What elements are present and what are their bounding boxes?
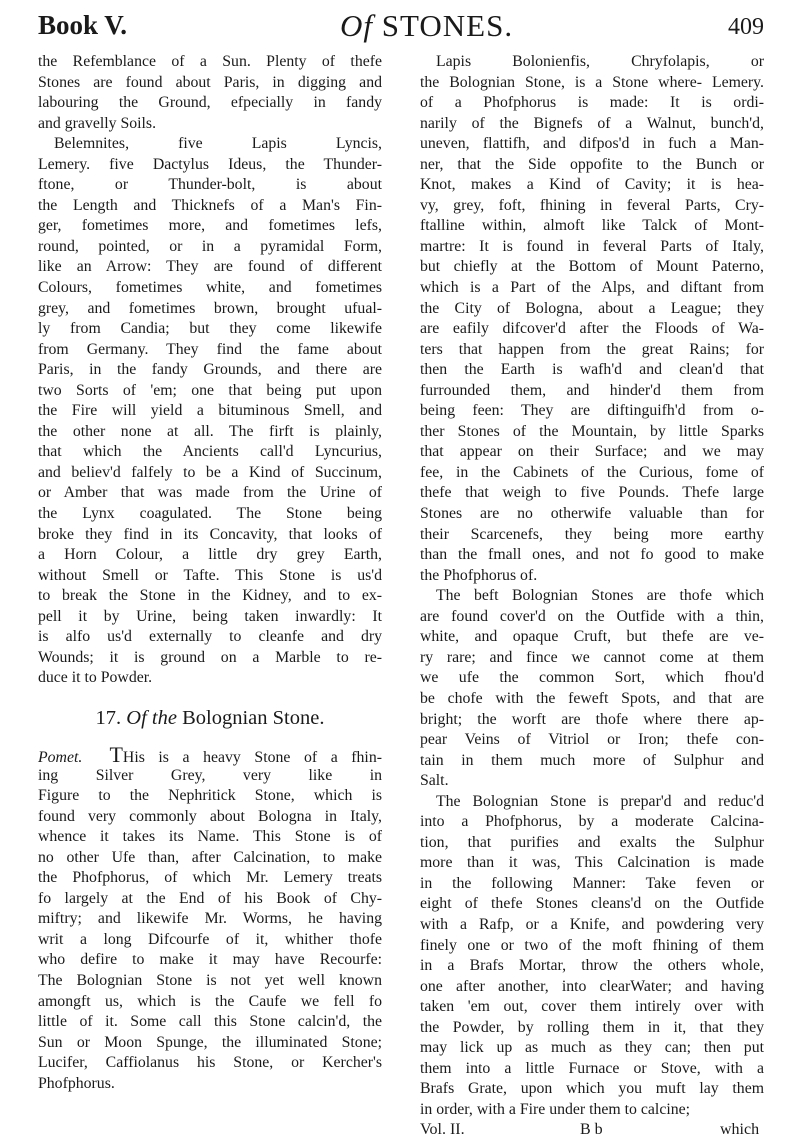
text-line-dropcap bbox=[38, 741, 382, 767]
text-line: into a Phofphorus, by a moderate Calcina- bbox=[420, 813, 764, 831]
paragraph-lapis-bolonienfis bbox=[420, 52, 764, 586]
text-line: amongft us, which is the Caufe we fell fo bbox=[38, 992, 382, 1010]
text-line: ters that happen from the great Rains; for bbox=[420, 340, 764, 358]
text-line: the Phofphorus, of which Mr. Lemery treats bbox=[38, 869, 382, 887]
text-line: whence it takes its Name. This Stone is of bbox=[38, 828, 382, 846]
text-line: Belemnites, five Lapis Lyncis, bbox=[54, 135, 382, 153]
text-line: fee, in the Cabinets of the Curious, fome of bbox=[420, 463, 764, 481]
text-line: pell it by Urine, being taken inwardly: It bbox=[38, 607, 382, 625]
paragraph-sun-stones bbox=[38, 52, 382, 134]
text-line: no other Ufe than, after Calcination, to make bbox=[38, 848, 382, 866]
paragraph-belemnites bbox=[38, 134, 382, 689]
text-line: thefe that weigh to five Pounds. Thefe large bbox=[420, 484, 764, 502]
text-line: broke they find in its Concavity, that looks of bbox=[38, 525, 382, 543]
text-line: writ a long Difcourfe of it, whither thofe bbox=[38, 930, 382, 948]
text-line: a Horn Colour, a little dry grey Earth, bbox=[38, 546, 382, 564]
page-footer bbox=[420, 1120, 764, 1141]
text-line: like an Arrow: They are found of different bbox=[38, 258, 382, 276]
chapter-title-text: STONES. bbox=[381, 8, 514, 43]
chapter-title bbox=[340, 8, 513, 44]
text-line: Paris, in the fandy Grounds, and there are bbox=[38, 361, 382, 379]
text-line: without Smell or Tafte. This Stone is us'd bbox=[38, 566, 382, 584]
text-line: in order, with a Fire under them to calcine; bbox=[420, 1100, 691, 1118]
text-line: then the Earth is wafh'd and clean'd that bbox=[420, 361, 764, 379]
text-line: bright; the worft are thofe where there ap- bbox=[420, 710, 764, 728]
text-line: being feen: They are diftinguifh'd from o- bbox=[420, 402, 764, 420]
text-line: Stones are no otherwife valuable than for bbox=[420, 505, 764, 523]
running-head bbox=[38, 4, 764, 50]
text-line: narily of the Bignefs of a Walnut, bunch'd, bbox=[420, 114, 764, 132]
text-line: two Sorts of 'em; one that being put upon bbox=[38, 381, 382, 399]
paragraph-bolognian-stone bbox=[38, 741, 382, 1094]
text-line: The beft Bolognian Stones are thofe which bbox=[436, 587, 764, 605]
text-line: the Length and Thicknefs of a Man's Fin- bbox=[38, 196, 382, 214]
text-line: little of it. Some call this Stone calcin'd, the bbox=[38, 1013, 382, 1031]
text-line: are eafily difcover'd after the Floods of Wa- bbox=[420, 320, 764, 338]
text-line: pear Veins of Vitriol or Iron; thefe con- bbox=[420, 731, 764, 749]
text-line: that appear on their Surface; and we may bbox=[420, 443, 764, 461]
text-line: in the following Manner: Take feven or bbox=[420, 874, 764, 892]
text-line: but chiefly at the Bottom of Mount Paterno, bbox=[420, 258, 764, 276]
section-number: 17. bbox=[95, 706, 122, 729]
text-line: Sun or Moon Spunge, the illuminated Stone; bbox=[38, 1033, 382, 1051]
text-line: than the fmall ones, and not fo good to make bbox=[420, 546, 764, 564]
volume-label: Vol. II. bbox=[420, 1121, 465, 1139]
text-line: The Bolognian Stone is not yet well known bbox=[38, 971, 382, 989]
text-line: ly from Candia; but they come likewife bbox=[38, 320, 382, 338]
text-line: finely one or two of the moft fhining of them bbox=[420, 936, 764, 954]
text-line: one after another, into clearWater; and having bbox=[420, 977, 764, 995]
text-line: eight of thefe Stones cleans'd on the Outfide bbox=[420, 895, 764, 913]
text-line: from Germany. They find the fame about bbox=[38, 340, 382, 358]
text-line: who defire to make it may have Recourfe: bbox=[38, 951, 382, 969]
text-line: the Bolognian Stone, is a Stone where- Lemery. bbox=[420, 73, 764, 91]
signature-mark: B b bbox=[580, 1121, 603, 1139]
drop-cap: T bbox=[109, 741, 123, 767]
text-line: or Amber that was made from the Urine of bbox=[38, 484, 382, 502]
text-line: we ufe the common Sort, which fhou'd bbox=[420, 669, 764, 687]
text-line: be chofe with the feweft Spots, and that are bbox=[420, 689, 764, 707]
text-line: Lemery. five Dactylus Ideus, the Thunder- bbox=[38, 155, 382, 173]
text-line: vy, grey, foft, fhining in feveral Parts, Cry- bbox=[420, 196, 764, 214]
text-line: the Powder, by rolling them in it, that they bbox=[420, 1018, 764, 1036]
text-line: ger, fometimes more, and fometimes lefs, bbox=[38, 217, 382, 235]
text-line: the Refemblance of a Sun. Plenty of thefe bbox=[38, 53, 382, 70]
text-line: white, and opaque Cruft, but thefe are ve- bbox=[420, 628, 764, 646]
text-line: tain in them much more of Sulphur and bbox=[420, 751, 764, 769]
text-line: tion, that purifies and exalts the Sulphur bbox=[420, 833, 764, 851]
text-line: Colours, fometimes white, and fometimes bbox=[38, 279, 382, 297]
text-line: labouring the Ground, efpecially in fandy bbox=[38, 94, 382, 112]
text-line: uneven, flattifh, and difpos'd in fuch a Man- bbox=[420, 135, 764, 153]
text-line: ftone, or Thunder-bolt, is about bbox=[38, 176, 382, 194]
chapter-title-of: Of bbox=[340, 8, 373, 43]
text-line: fo largely at the End of his Book of Chy- bbox=[38, 889, 382, 907]
right-column bbox=[420, 52, 764, 1141]
text-line: ry rare; and fince we cannot come at them bbox=[420, 648, 764, 666]
text-line: Figure to the Nephritick Stone, which is bbox=[38, 787, 382, 805]
text-line: Lucifer, Caffiolanus his Stone, or Kercher's bbox=[38, 1054, 382, 1072]
text-line: and gravelly Soils. bbox=[38, 114, 157, 132]
text-line: in a Brafs Mortar, throw the others whole, bbox=[420, 957, 764, 975]
text-line: The Bolognian Stone is prepar'd and reduc'd bbox=[436, 792, 764, 810]
text-line: the Fire will yield a bituminous Smell, and bbox=[38, 402, 382, 420]
text-line: the other none at all. The firft is plainly, bbox=[38, 422, 382, 440]
text-line: that which the Ancients call'd Lyncurius, bbox=[38, 443, 382, 461]
text-line: taken 'em out, cover them intirely over with bbox=[420, 998, 764, 1016]
text-line: the Lynx coagulated. The Stone being bbox=[38, 505, 382, 523]
text-line: Stones are found about Paris, in digging and bbox=[38, 73, 382, 91]
text-line: of a Phofphorus is made: It is ordi- bbox=[420, 94, 764, 112]
text-line: them into a little Furnace or Stove, with a bbox=[420, 1059, 764, 1077]
text-line: ther Stones of the Mountain, by little Sparks bbox=[420, 422, 764, 440]
paragraph-preparation bbox=[420, 792, 764, 1121]
section-heading bbox=[38, 705, 382, 731]
text-line: Phofphorus. bbox=[38, 1074, 115, 1092]
text-line: ftalline within, almoft like Talck of Mont- bbox=[420, 217, 764, 235]
text-line: the City of Bologna, about a League; they bbox=[420, 299, 764, 317]
section-of-the: Of the bbox=[126, 706, 177, 729]
text-line: found very commonly about Bologna in Italy, bbox=[38, 807, 382, 825]
text-line: to break the Stone in the Kidney, and to ex- bbox=[38, 587, 382, 605]
text-line: Lapis Bolonienfis, Chryfolapis, or bbox=[436, 53, 764, 70]
section-title: Bolognian Stone. bbox=[182, 706, 325, 729]
text-line: duce it to Powder. bbox=[38, 669, 153, 687]
text-line: furrounded them, and hinder'd them from bbox=[420, 381, 764, 399]
text-line: more than it was, This Calcination is made bbox=[420, 854, 764, 872]
text-line: Salt. bbox=[420, 772, 449, 790]
margin-note-author: Pomet. bbox=[38, 748, 110, 766]
left-column bbox=[38, 52, 382, 1094]
text-line: Brafs Grate, upon which you muft lay them bbox=[420, 1080, 764, 1098]
text-line: their Scarcenefs, they being more earthy bbox=[420, 525, 764, 543]
text-line: which is a Part of the Alps, and diftant from bbox=[420, 279, 764, 297]
text-line: and believ'd falfely to be a Kind of Succinum, bbox=[38, 463, 382, 481]
text-line: martre: It is found in feveral Parts of Italy, bbox=[420, 237, 764, 255]
text-line: ner, that the Side oppofite to the Bunch or bbox=[420, 155, 764, 173]
text-line: Knot, makes a Kind of Cavity; it is hea- bbox=[420, 176, 764, 194]
text-line-content: His is a heavy Stone of a fhin- bbox=[122, 748, 382, 766]
text-line: miftry; and likewife Mr. Worms, he having bbox=[38, 910, 382, 928]
text-line: the Phofphorus of. bbox=[420, 566, 538, 584]
text-line: are found cover'd on the Outfide with a thin, bbox=[420, 607, 764, 625]
text-line: grey, and fometimes brown, brought ufual- bbox=[38, 299, 382, 317]
page-number: 409 bbox=[728, 14, 764, 40]
text-line: ing Silver Grey, very like in bbox=[38, 766, 382, 784]
text-line: is alfo us'd externally to cleanfe and dry bbox=[38, 628, 382, 646]
text-line: with a Rafp, or a Knife, and powdering very bbox=[420, 915, 764, 933]
text-line: may lick up as much as they can; then put bbox=[420, 1039, 764, 1057]
book-number: Book V. bbox=[38, 10, 128, 40]
text-line: Wounds; it is ground on a Marble to re- bbox=[38, 648, 382, 666]
catchword: which bbox=[720, 1121, 760, 1139]
paragraph-best-stones bbox=[420, 586, 764, 791]
text-line: round, pointed, or in a pyramidal Form, bbox=[38, 237, 382, 255]
